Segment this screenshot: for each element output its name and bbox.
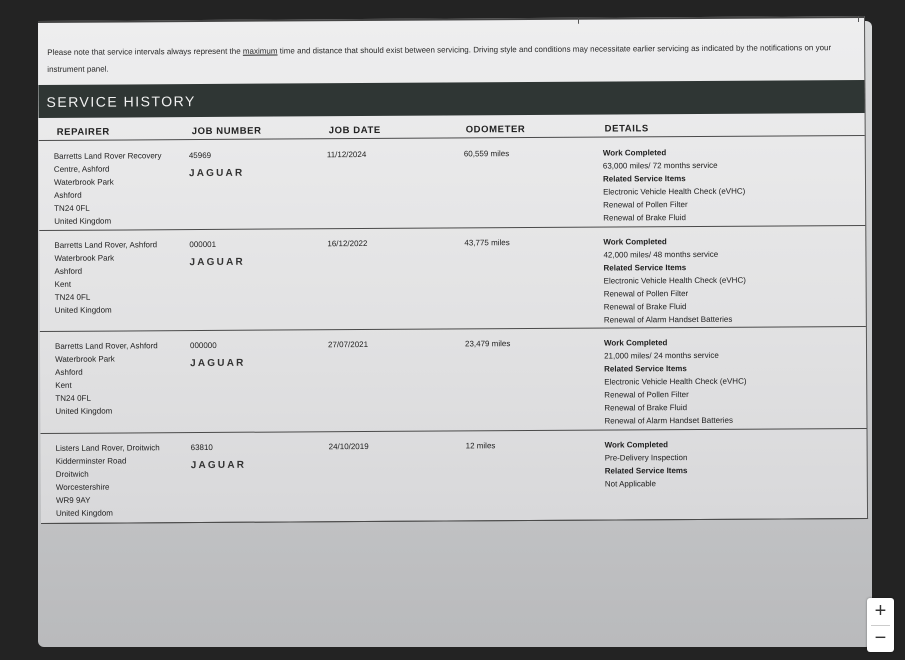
document-viewer[interactable] (38, 21, 887, 649)
work-completed-label: Work Completed (602, 148, 667, 158)
top-rule (38, 16, 864, 23)
jaguar-logo: JAGUAR (188, 167, 245, 180)
odometer-reading: 60,559 miles (463, 149, 510, 159)
repairer-address-line: WR9 9AY (55, 495, 91, 505)
related-service-item: Renewal of Pollen Filter (603, 289, 689, 299)
repairer-address (55, 339, 180, 418)
work-completed-item: 63,000 miles/ 72 months service (602, 160, 718, 171)
related-service-item: Renewal of Alarm Handset Batteries (603, 314, 733, 325)
job-number: 000000 (189, 340, 217, 351)
work-completed-item: 42,000 miles/ 48 months service (603, 249, 719, 260)
service-history-page (38, 16, 868, 524)
repairer-address (54, 149, 179, 228)
top-tick (578, 18, 579, 24)
repairer-address-line: United Kingdom (54, 216, 112, 226)
repairer-address-line: Barretts Land Rover, Ashford (54, 240, 158, 250)
related-service-item: Renewal of Alarm Handset Batteries (604, 415, 733, 426)
section-header (38, 80, 864, 118)
related-service-item: Renewal of Brake Fluid (603, 213, 686, 223)
related-items-label: Related Service Items (602, 174, 686, 184)
related-service-item: Electronic Vehicle Health Check (eVHC) (604, 376, 747, 387)
repairer-address-line: Waterbrook Park (55, 354, 115, 364)
repairer-address (56, 441, 181, 520)
odometer-reading: 43,775 miles (464, 238, 510, 248)
jaguar-logo: JAGUAR (189, 256, 245, 269)
related-items-label: Related Service Items (604, 364, 687, 374)
job-number: 63810 (190, 442, 213, 453)
service-details (605, 437, 855, 491)
work-completed-item: 21,000 miles/ 24 months service (604, 350, 719, 361)
repairer-address-line: United Kingdom (54, 305, 112, 315)
repairer-address-line: TN24 0FL (54, 203, 90, 213)
job-number: 000001 (189, 239, 217, 250)
repairer-address (54, 238, 179, 317)
zoom-control (867, 598, 894, 652)
repairer-address-line: Worcestershire (55, 482, 110, 492)
service-record-row (39, 136, 866, 231)
job-date: 16/12/2022 (327, 238, 368, 249)
repairer-address-line: Barretts Land Rover, Ashford (54, 341, 158, 351)
section-title: SERVICE HISTORY (46, 93, 196, 110)
column-header-repairer: REPAIRER (56, 126, 110, 138)
repairer-address-line: Ashford (54, 190, 82, 200)
repairer-address-line: Waterbrook Park (53, 177, 114, 187)
related-service-item: Renewal of Brake Fluid (603, 302, 687, 312)
related-service-item: Renewal of Pollen Filter (604, 390, 689, 400)
related-items-label: Related Service Items (603, 263, 687, 273)
repairer-address-line: Centre, Ashford (53, 164, 110, 174)
related-service-item: Electronic Vehicle Health Check (eVHC) (603, 275, 746, 286)
repairer-address-line: United Kingdom (55, 508, 113, 518)
zoom-out-button[interactable]: − (874, 627, 887, 649)
repairer-address-line: Waterbrook Park (54, 253, 115, 263)
service-details (603, 145, 853, 225)
service-record-row (40, 326, 867, 434)
related-service-item: Not Applicable (604, 479, 657, 489)
service-record-row (41, 428, 868, 524)
zoom-in-button[interactable]: + (874, 600, 887, 622)
repairer-address-line: Listers Land Rover, Droitwich (55, 443, 160, 453)
column-header-job-number: JOB NUMBER (191, 125, 262, 138)
repairer-address-line: Droitwich (55, 469, 89, 479)
job-date: 11/12/2024 (326, 149, 367, 160)
service-details (604, 335, 855, 428)
jaguar-logo: JAGUAR (190, 459, 247, 472)
column-header-odometer: ODOMETER (465, 124, 526, 136)
repairer-address-line: United Kingdom (55, 406, 113, 416)
top-tick (858, 16, 859, 22)
repairer-address-line: TN24 0FL (55, 393, 91, 403)
repairer-address-line: Ashford (55, 367, 83, 377)
job-date: 24/10/2019 (328, 441, 369, 452)
work-completed-label: Work Completed (603, 237, 667, 247)
job-number: 45969 (188, 150, 212, 161)
service-interval-notice: Please note that service intervals always represent the maximum time and distance that should exist between servicing. Driving style and conditions may necessitate earlier servicing as indicated by the notifications on your instrument panel. (47, 43, 832, 74)
column-header-job-date: JOB DATE (328, 124, 381, 137)
service-details (603, 234, 854, 327)
column-header-details: DETAILS (604, 123, 649, 135)
repairer-address-line: Ashford (54, 266, 83, 276)
repairer-address-line: Kent (54, 279, 72, 289)
odometer-reading: 23,479 miles (464, 339, 511, 349)
odometer-reading: 12 miles (465, 441, 496, 451)
work-completed-label: Work Completed (603, 338, 668, 348)
work-completed-item: Pre-Delivery Inspection (604, 453, 688, 463)
jaguar-logo: JAGUAR (190, 357, 246, 370)
related-service-item: Electronic Vehicle Health Check (eVHC) (603, 186, 746, 197)
repairer-address-line: Kidderminster Road (55, 456, 127, 466)
job-date: 27/07/2021 (327, 339, 369, 350)
service-record-row (39, 225, 866, 332)
related-service-item: Renewal of Brake Fluid (604, 403, 688, 413)
related-service-item: Renewal of Pollen Filter (603, 200, 688, 210)
repairer-address-line: TN24 0FL (54, 292, 91, 302)
repairer-address-line: Barretts Land Rover Recovery (53, 151, 162, 161)
related-items-label: Related Service Items (604, 466, 688, 476)
work-completed-label: Work Completed (604, 440, 669, 450)
repairer-address-line: Kent (55, 380, 72, 390)
